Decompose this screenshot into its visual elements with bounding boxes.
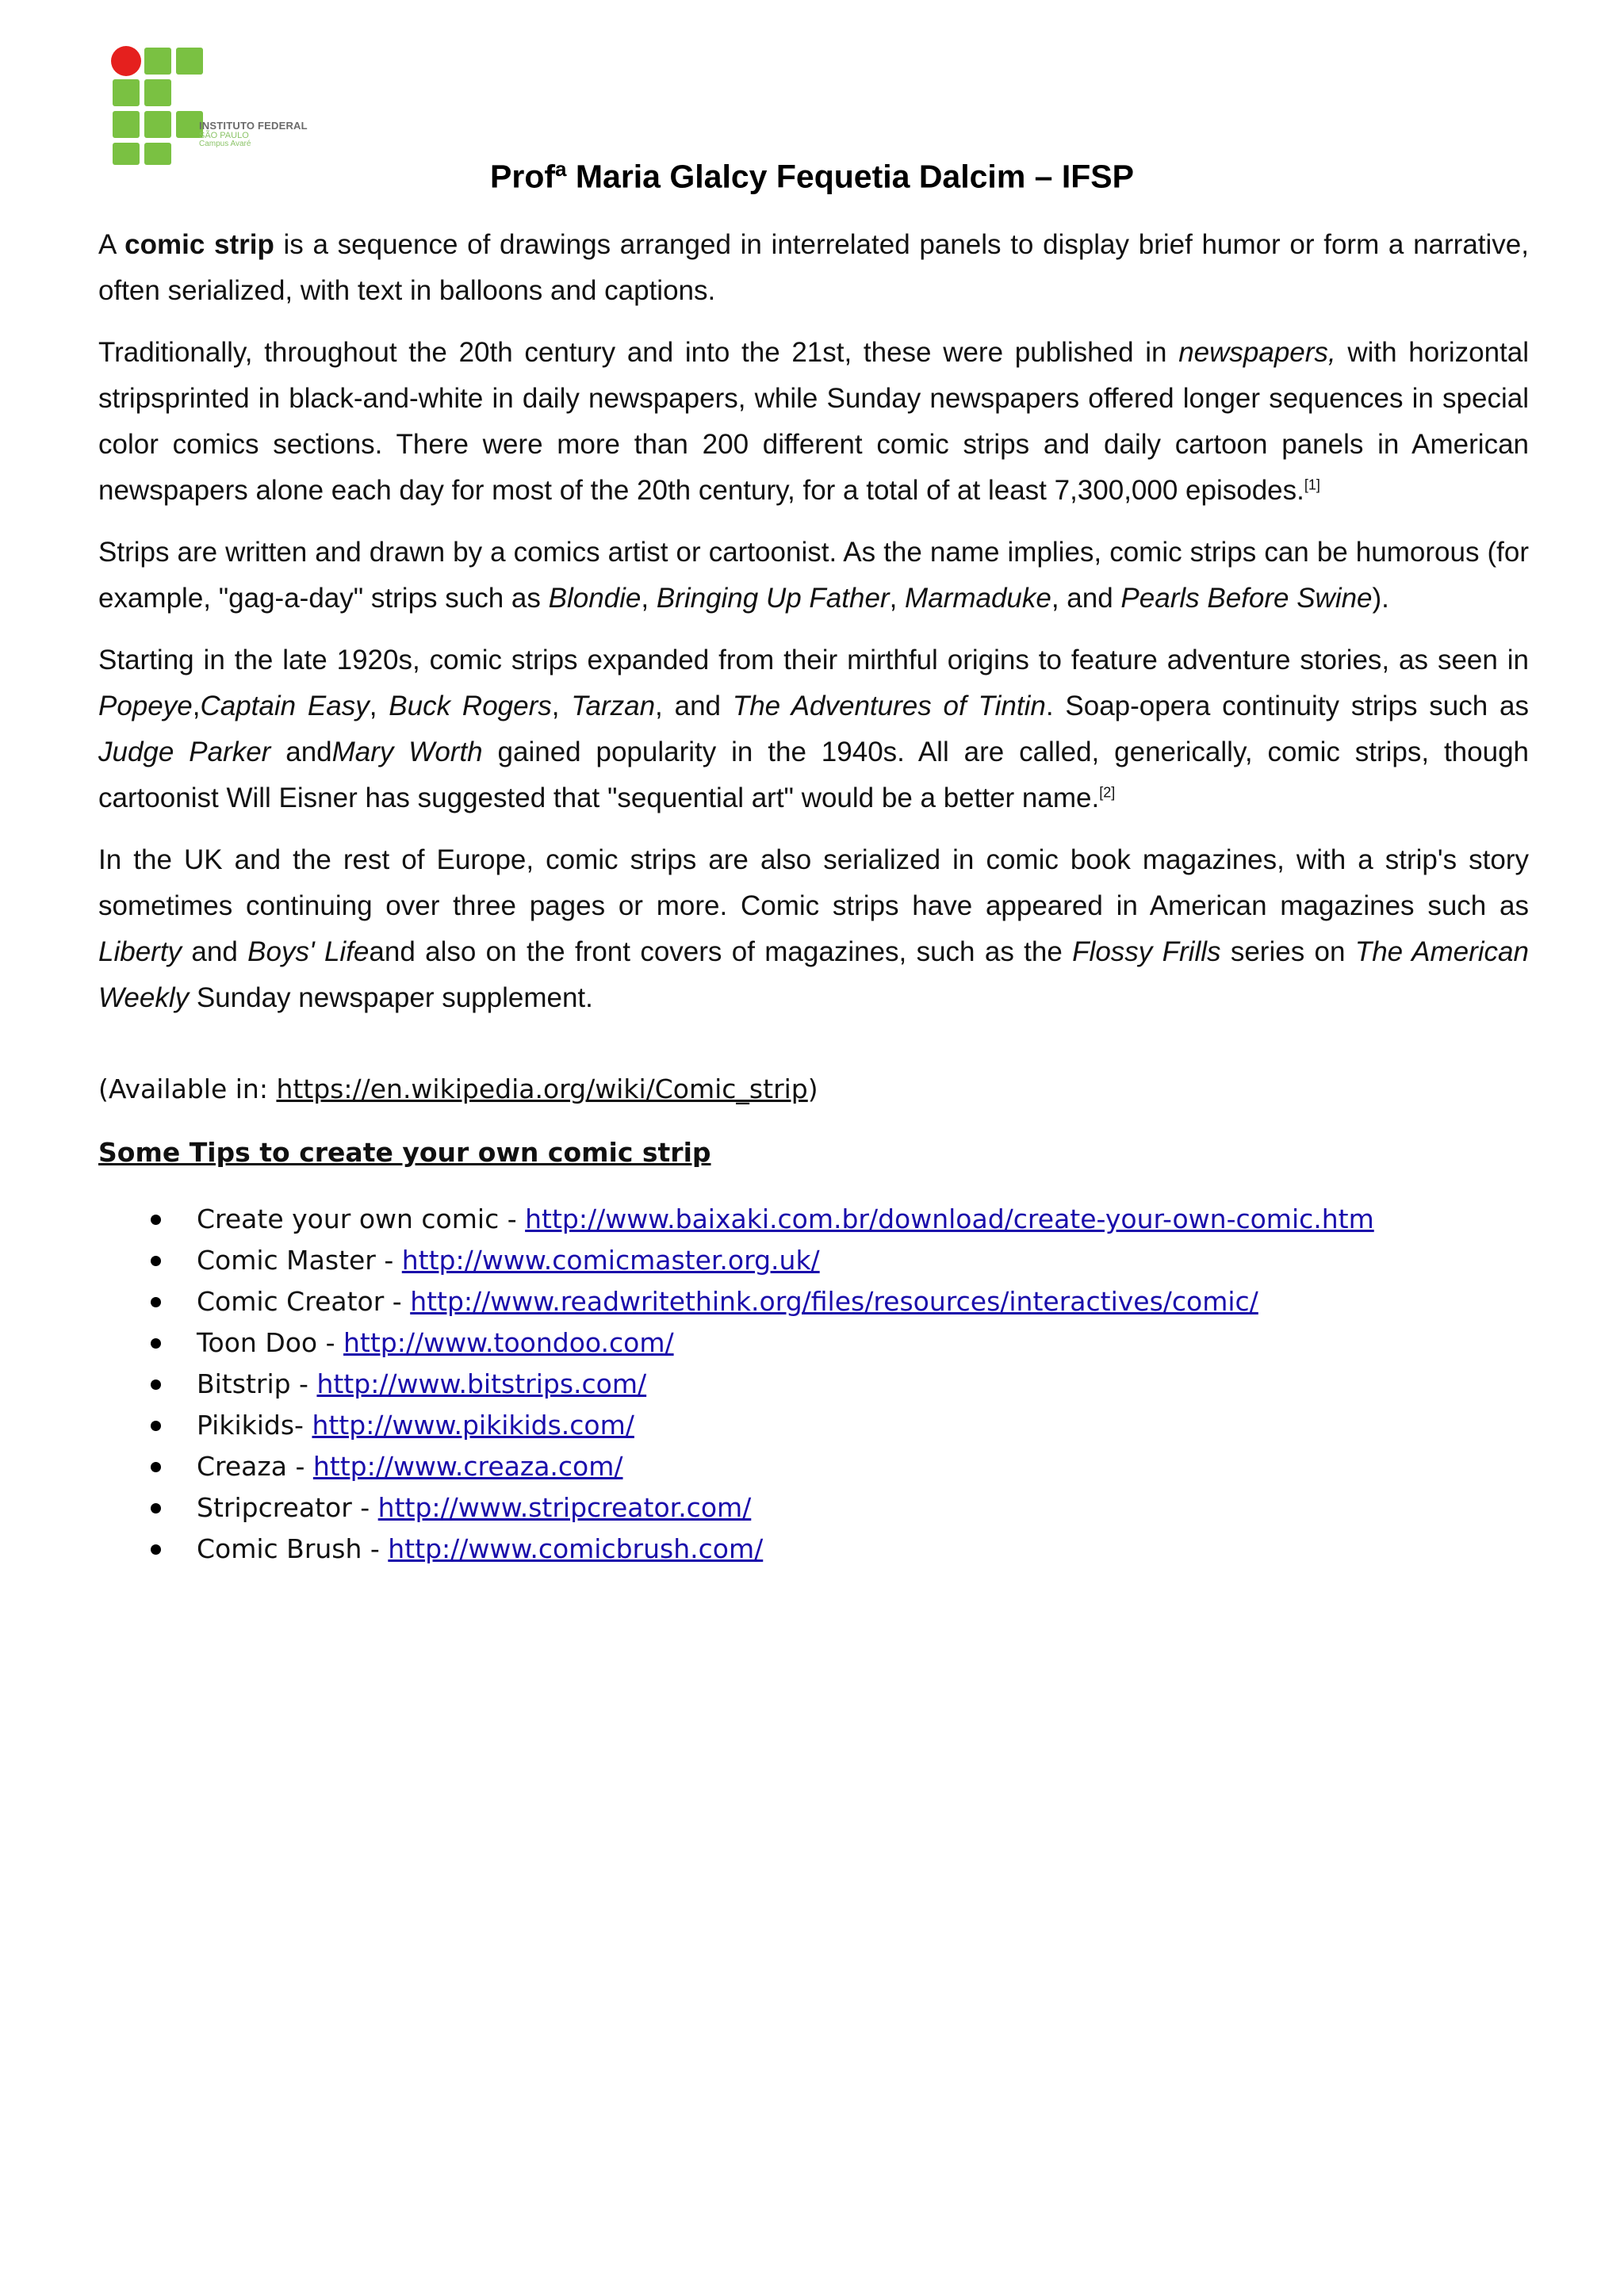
- italic-term: Mary Worth: [331, 737, 483, 767]
- list-item: [143, 1529, 1374, 1570]
- text: and: [182, 936, 248, 967]
- bullet-icon: [151, 1380, 161, 1390]
- text: series on: [1220, 936, 1355, 967]
- title-main: Prof: [490, 158, 556, 195]
- italic-term: Popeye: [98, 691, 193, 721]
- text: Strips are written and drawn by a comics artist or cartoonist. As the name implies, comic strips can be humorous (for example, "gag-a-day" strips such as: [98, 537, 1529, 614]
- list-item: [143, 1405, 1374, 1446]
- italic-term: The Adventures of Tintin: [732, 691, 1046, 721]
- tip-link[interactable]: http://www.comicmaster.org.uk/: [401, 1245, 820, 1276]
- logo-square: [144, 48, 171, 75]
- title-rest: Maria Glalcy Fequetia Dalcim – IFSP: [566, 158, 1134, 195]
- logo-line-2: SÃO PAULO: [199, 130, 249, 140]
- bullet-icon: [151, 1503, 161, 1513]
- list-item: [143, 1199, 1374, 1240]
- text: . Soap-opera continuity strips such as: [1045, 691, 1529, 721]
- text: ,: [641, 583, 657, 614]
- text: and: [270, 737, 332, 767]
- text: gained popularity in the 1940s. All are called, generically, comic strips, though cartoonist Will Eisner has suggested that "sequential art" would be a better name.: [98, 737, 1530, 813]
- logo-grid-icon: [109, 46, 205, 165]
- tip-link[interactable]: http://www.pikikids.com/: [312, 1410, 634, 1441]
- list-item: [143, 1322, 1374, 1364]
- text: In the UK and the rest of Europe, comic strips are also serialized in comic book magazines, with a strip's story sometimes continuing over three pages or more. Comic strips have appeared in American magazines such as: [98, 844, 1529, 921]
- tip-label: Bitstrip -: [197, 1368, 317, 1399]
- list-item: [143, 1487, 1374, 1529]
- bullet-icon: [151, 1256, 161, 1266]
- list-item: [143, 1364, 1374, 1405]
- tip-label: Creaza -: [197, 1451, 313, 1482]
- text: , and: [655, 691, 733, 721]
- logo-square: [113, 79, 140, 106]
- bullet-icon: [151, 1421, 161, 1431]
- bullet-icon: [151, 1297, 161, 1307]
- tip-label: Comic Brush -: [197, 1533, 389, 1564]
- tip-label: Comic Creator -: [197, 1286, 411, 1317]
- logo-square: [144, 111, 171, 138]
- logo-square: [144, 79, 171, 106]
- source-suffix: ): [807, 1073, 818, 1104]
- list-item: [143, 1240, 1374, 1281]
- page-title: [0, 157, 1624, 196]
- paragraph-1: [98, 222, 1529, 314]
- tip-link[interactable]: http://www.comicbrush.com/: [388, 1533, 764, 1564]
- logo-red-dot: [111, 46, 141, 76]
- text: ,: [192, 691, 201, 721]
- reference-mark[interactable]: [2]: [1099, 784, 1116, 801]
- logo-square: [176, 48, 203, 75]
- bullet-icon: [151, 1462, 161, 1472]
- italic-term: Boys' Life: [247, 936, 370, 967]
- tip-link[interactable]: http://www.baixaki.com.br/download/create-your-own-comic.htm: [525, 1203, 1374, 1234]
- tip-label: Stripcreator -: [197, 1492, 378, 1523]
- italic-term: Tarzan: [571, 691, 656, 721]
- paragraph-3: [98, 530, 1529, 622]
- tip-link[interactable]: http://www.readwritethink.org/files/resources/interactives/comic/: [410, 1286, 1258, 1317]
- article-body: [98, 222, 1529, 1037]
- paragraph-2: [98, 330, 1529, 514]
- ifsp-logo: [109, 46, 324, 165]
- text: , and: [1051, 583, 1121, 614]
- text: ,: [889, 583, 906, 614]
- logo-square: [113, 111, 140, 138]
- source-prefix: (Available in:: [98, 1073, 277, 1104]
- source-citation: [98, 1073, 818, 1104]
- bullet-icon: [151, 1338, 161, 1349]
- tips-heading: Some Tips to create your own comic strip: [98, 1137, 711, 1168]
- tip-link[interactable]: http://www.bitstrips.com/: [316, 1368, 647, 1399]
- list-item: [143, 1281, 1374, 1322]
- bold-term: comic strip: [124, 229, 274, 260]
- tip-label: Create your own comic -: [197, 1203, 526, 1234]
- tip-label: Comic Master -: [197, 1245, 402, 1276]
- text: with horizontal stripsprinted in black-and-white in daily newspapers, while Sunday newspapers offered longer sequences in special color comics sections. There were more than 200 different comic strips and daily cartoon panels in American newspapers alone each day for most of the 20th century, for a total of at least 7,300,000 episodes.: [98, 337, 1529, 506]
- text: ,: [369, 691, 389, 721]
- tip-label: Pikikids-: [197, 1410, 312, 1441]
- italic-term: Bringing Up Father: [656, 583, 890, 614]
- text: ).: [1372, 583, 1389, 614]
- text: A: [98, 229, 125, 260]
- tip-link[interactable]: http://www.stripcreator.com/: [377, 1492, 752, 1523]
- tip-label: Toon Doo -: [197, 1327, 344, 1358]
- text: is a sequence of drawings arranged in interrelated panels to display brief humor or form a narrative, often serialized, with text in balloons and captions.: [98, 229, 1529, 306]
- italic-term: Liberty: [98, 936, 182, 967]
- paragraph-5: [98, 837, 1529, 1021]
- tip-link[interactable]: http://www.toondoo.com/: [343, 1327, 674, 1358]
- italic-term: newspapers,: [1178, 337, 1336, 368]
- text: and also on the front covers of magazines, such as the: [369, 936, 1073, 967]
- italic-term: Blondie: [548, 583, 642, 614]
- italic-term: Judge Parker: [98, 737, 271, 767]
- italic-term: Flossy Frills: [1072, 936, 1221, 967]
- paragraph-4: [98, 637, 1529, 821]
- bullet-icon: [151, 1215, 161, 1225]
- tips-list: [143, 1199, 1374, 1570]
- title-superscript: a: [555, 157, 567, 181]
- source-link[interactable]: https://en.wikipedia.org/wiki/Comic_strip: [276, 1073, 808, 1104]
- italic-term: Captain Easy: [200, 691, 370, 721]
- text: ,: [551, 691, 572, 721]
- list-item: [143, 1446, 1374, 1487]
- bullet-icon: [151, 1544, 161, 1555]
- text: Sunday newspaper supplement.: [189, 982, 593, 1013]
- reference-mark[interactable]: [1]: [1304, 476, 1320, 493]
- text: Starting in the late 1920s, comic strips expanded from their mirthful origins to feature adventure stories, as seen in: [98, 645, 1529, 675]
- logo-line-1: INSTITUTO FEDERAL: [199, 120, 308, 132]
- logo-line-3: Campus Avaré: [199, 140, 251, 149]
- tip-link[interactable]: http://www.creaza.com/: [312, 1451, 623, 1482]
- italic-term: The American Weekly: [98, 936, 1529, 1013]
- italic-term: Marmaduke: [905, 583, 1051, 614]
- text: Traditionally, throughout the 20th century and into the 21st, these were published in: [98, 337, 1179, 368]
- logo-text: [199, 121, 308, 149]
- italic-term: Buck Rogers: [389, 691, 552, 721]
- italic-term: Pearls Before Swine: [1120, 583, 1373, 614]
